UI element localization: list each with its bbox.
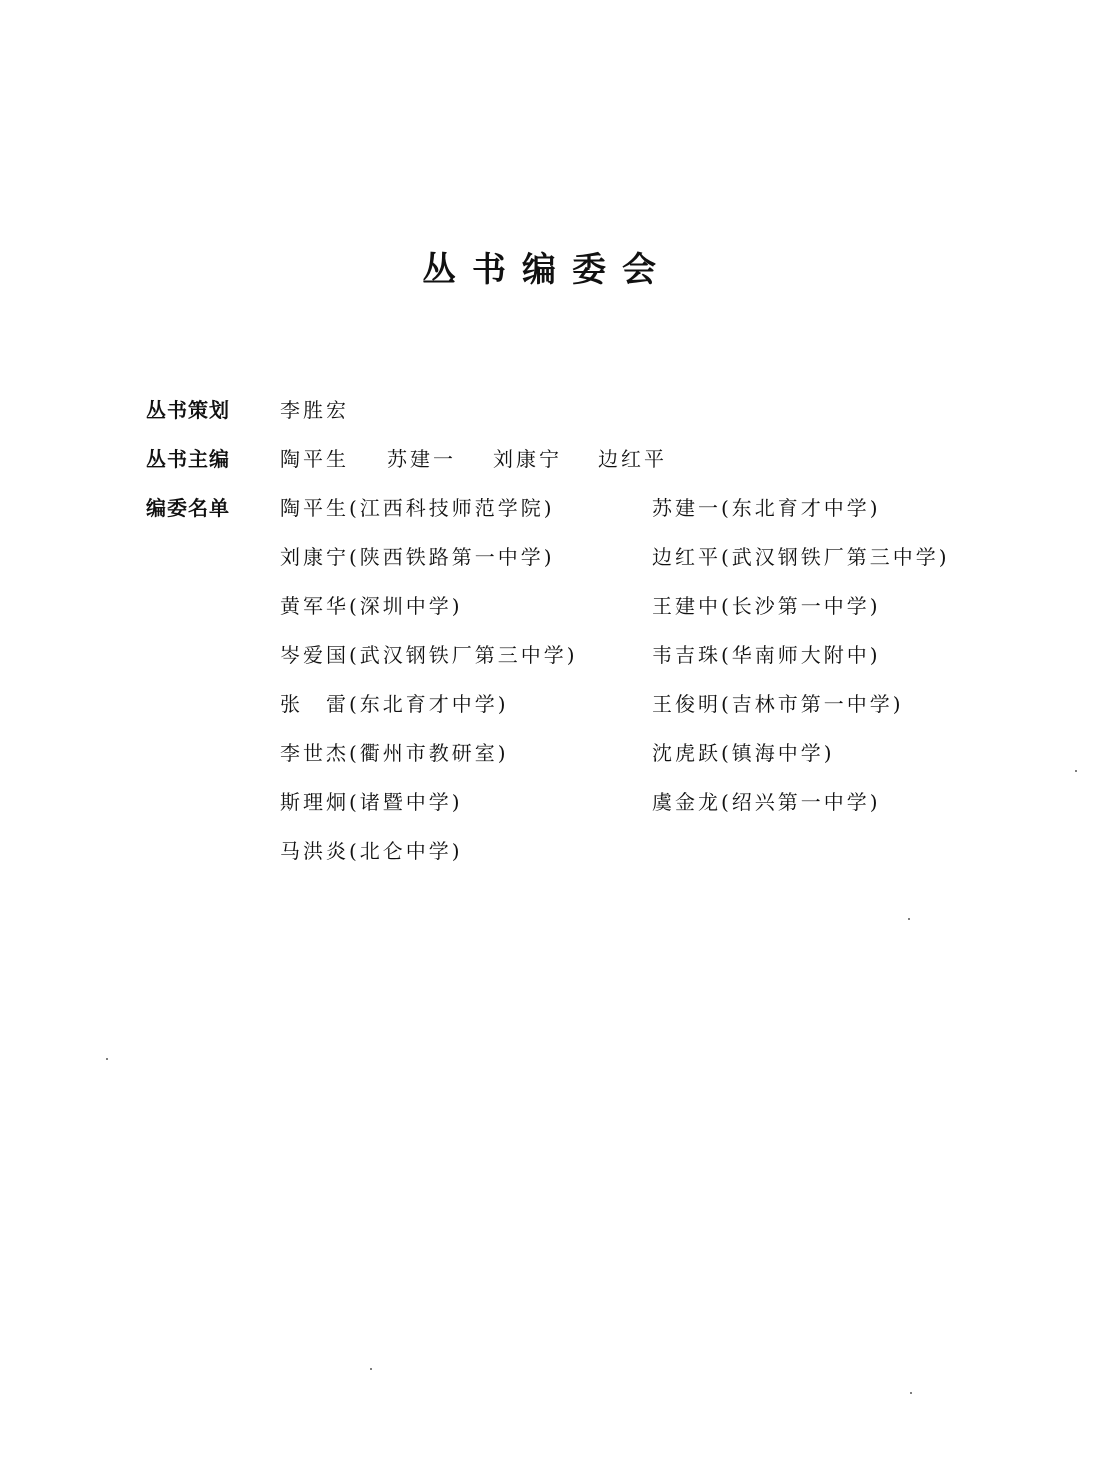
chief-editor-name: 边红平 [598, 447, 667, 471]
committee-member: 王俊明(吉林市第一中学) [652, 692, 904, 716]
planning-name: 李胜宏 [280, 398, 349, 422]
chief-editor-name: 苏建一 [387, 447, 456, 471]
scan-speck [370, 1368, 372, 1370]
page-title: 丛书编委会 [422, 250, 672, 290]
committee-label: 编委名单 [146, 496, 230, 520]
committee-member: 王建中(长沙第一中学) [652, 594, 881, 618]
committee-member: 岑爱国(武汉钢铁厂第三中学) [280, 643, 578, 667]
committee-member: 马洪炎(北仑中学) [280, 839, 463, 863]
committee-member: 黄军华(深圳中学) [280, 594, 463, 618]
committee-member: 陶平生(江西科技师范学院) [280, 496, 555, 520]
committee-member: 苏建一(东北育才中学) [652, 496, 881, 520]
chief-editor-name: 刘康宁 [493, 447, 562, 471]
committee-member: 沈虎跃(镇海中学) [652, 741, 835, 765]
chief-editors-label: 丛书主编 [146, 447, 230, 471]
committee-member: 刘康宁(陕西铁路第一中学) [280, 545, 555, 569]
scan-speck [908, 918, 910, 920]
committee-member: 李世杰(衢州市教研室) [280, 741, 509, 765]
scan-speck [106, 1058, 108, 1060]
scan-speck [1075, 770, 1077, 772]
planning-label: 丛书策划 [146, 398, 230, 422]
committee-member: 韦吉珠(华南师大附中) [652, 643, 881, 667]
committee-member: 张 雷(东北育才中学) [280, 692, 509, 716]
committee-member: 斯理炯(诸暨中学) [280, 790, 463, 814]
committee-member: 边红平(武汉钢铁厂第三中学) [652, 545, 950, 569]
scan-speck [910, 1392, 912, 1394]
committee-member: 虞金龙(绍兴第一中学) [652, 790, 881, 814]
chief-editor-name: 陶平生 [280, 447, 349, 471]
